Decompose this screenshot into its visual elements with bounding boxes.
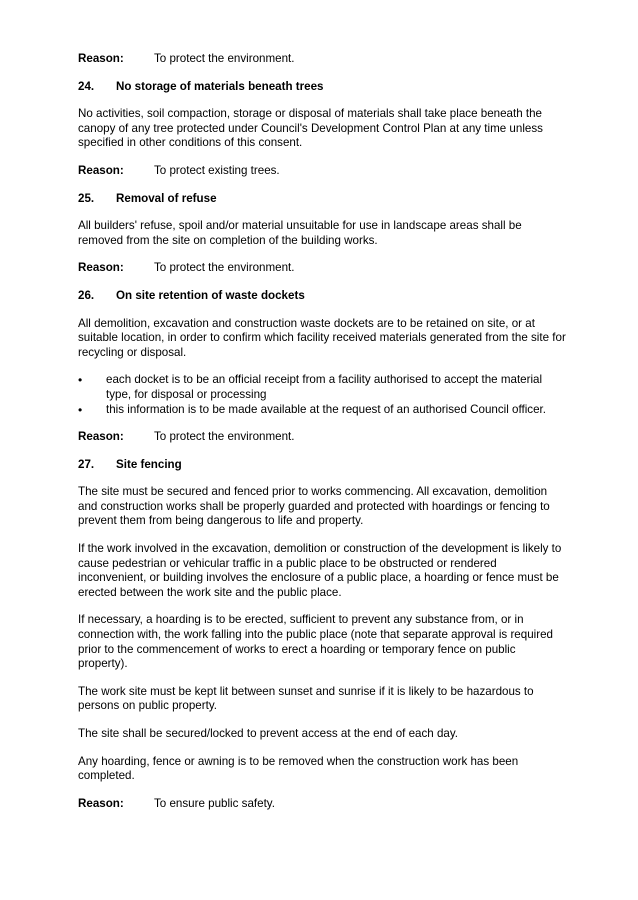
- reason-label: Reason:: [78, 261, 124, 275]
- reason-line: [78, 52, 568, 67]
- section-number: 27.: [78, 457, 95, 471]
- bullet-icon: •: [78, 373, 83, 388]
- section-title: On site retention of waste dockets: [116, 288, 305, 302]
- section-paragraph: If necessary, a hoarding is to be erected, sufficient to prevent any substance from, or in connection with, the work falling into the public place (note that separate approval is required prior to the commencement of works to erect a hoarding or temporary fence on public property).: [78, 613, 553, 671]
- section-number: 26.: [78, 288, 95, 302]
- bullet-icon: •: [78, 402, 83, 417]
- reason-text: To protect the environment.: [154, 261, 295, 275]
- reason-text: To protect the environment.: [154, 430, 295, 444]
- section-number: 24.: [78, 79, 95, 93]
- reason-label: Reason:: [78, 796, 124, 810]
- section-title: Removal of refuse: [116, 191, 217, 205]
- reason-text: To protect existing trees.: [154, 163, 280, 177]
- document-page: [78, 52, 568, 811]
- section-paragraph: Any hoarding, fence or awning is to be removed when the construction work has been completed.: [78, 754, 519, 783]
- section-body: All builders' refuse, spoil and/or material unsuitable for use in landscape areas shall be removed from the site on completion of the building works.: [78, 219, 522, 247]
- list-item-text: this information is to be made available at the request of an authorised Council officer.: [106, 402, 546, 416]
- reason-line: [78, 261, 568, 276]
- section-heading-27: [78, 458, 568, 473]
- reason-label: Reason:: [78, 52, 124, 65]
- list-item: [78, 373, 568, 402]
- reason-text: To protect the environment.: [154, 52, 295, 65]
- list-item: [78, 403, 568, 418]
- list-item-text: each docket is to be an official receipt from a facility authorised to accept the material type, for disposal or processing: [106, 373, 543, 401]
- section-number: 25.: [78, 191, 95, 205]
- reason-line: [78, 797, 568, 812]
- section-body: All demolition, excavation and construction waste dockets are to be retained on site, or at suitable location, in order to confirm which facility received materials generated from the site for recycling or disposal.: [78, 316, 566, 359]
- reason-label: Reason:: [78, 430, 124, 444]
- section-paragraph: The work site must be kept lit between sunset and sunrise if it is likely to be hazardous to persons on public property.: [78, 684, 534, 713]
- section-heading-26: [78, 289, 568, 304]
- section-body: No activities, soil compaction, storage or disposal of materials shall take place beneath the canopy of any tree protected under Council's Development Control Plan at any time unless specified in other conditions of this consent.: [78, 107, 543, 150]
- section-paragraph: The site shall be secured/locked to prevent access at the end of each day.: [78, 727, 459, 740]
- reason-line: [78, 164, 568, 179]
- reason-text: To ensure public safety.: [154, 796, 275, 810]
- reason-label: Reason:: [78, 163, 124, 177]
- bullet-list: [78, 373, 568, 417]
- section-paragraph: The site must be secured and fenced prior to works commencing. All excavation, demolition and construction works shall be properly guarded and protected with hoardings or fencing to prevent them from being dangerous to life and property.: [78, 485, 550, 528]
- section-title: Site fencing: [116, 457, 182, 471]
- section-title: No storage of materials beneath trees: [116, 79, 324, 93]
- section-heading-25: [78, 192, 568, 207]
- reason-line: [78, 430, 568, 445]
- section-heading-24: [78, 80, 568, 95]
- section-paragraph: If the work involved in the excavation, demolition or construction of the development is likely to cause pedestrian or vehicular traffic in a public place to be obstructed or rendered inconvenient, or building involves the enclosure of a public place, a hoarding or fence must be erected between the work site and the public place.: [78, 542, 562, 599]
